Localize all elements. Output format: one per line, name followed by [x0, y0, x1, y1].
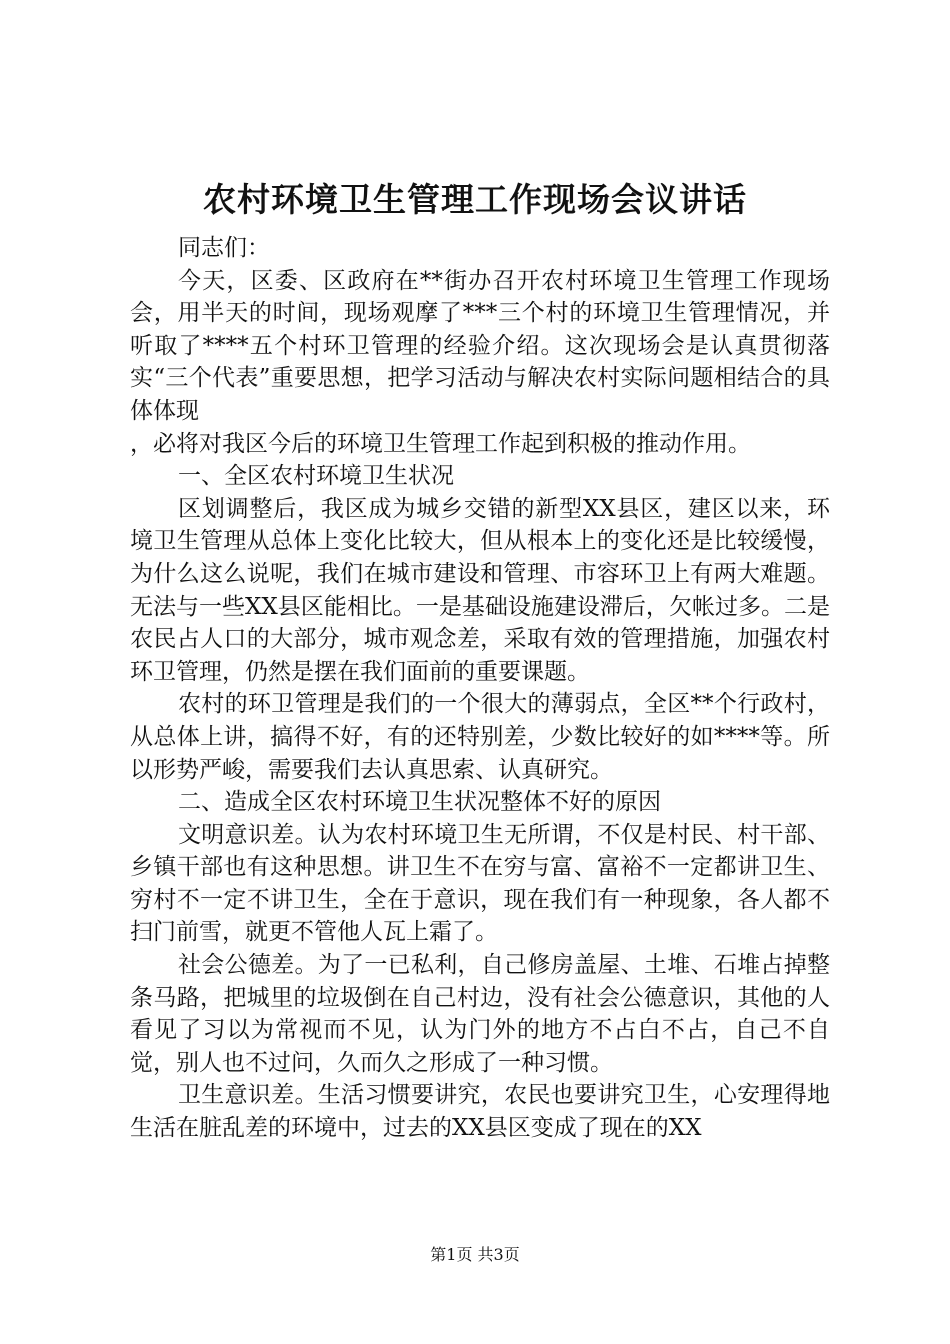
- salutation: 同志们：: [178, 235, 270, 261]
- page-number: 第1页 共3页: [430, 1245, 520, 1264]
- section-heading: 一、全区农村环境卫生状况: [178, 463, 454, 490]
- section-heading: 二、造成全区农村环境卫生状况整体不好的原因: [178, 789, 661, 816]
- paragraph: 文明意识差。认为农村环境卫生无所谓，不仅是村民、村干部、乡镇干部也有这种思想。讲卫生不在穷与富、富裕不一定都讲卫生、穷村不一定不讲卫生，全在于意识，现在我们有一种现象，各人都不扫门前雪，就更不管他人瓦上霜了。: [130, 821, 830, 946]
- paragraph: ，必将对我区今后的环境卫生管理工作起到积极的推动作用。: [130, 430, 751, 457]
- document-body: [130, 232, 830, 1145]
- paragraph: 今天，区委、区政府在**街办召开农村环境卫生管理工作现场会，用半天的时间，现场观摩了***三个村的环境卫生管理情况，并听取了****五个村环卫管理的经验介绍。这次现场会是认真贯彻落实“三个代表”重要思想，把学习活动与解决农村实际问题相结合的具体体现: [130, 267, 830, 424]
- paragraph: 农村的环卫管理是我们的一个很大的薄弱点，全区**个行政村，从总体上讲，搞得不好，有的还特别差，少数比较好的如****等。所以形势严峻，需要我们去认真思索、认真研究。: [130, 691, 830, 783]
- paragraph: 区划调整后，我区成为城乡交错的新型XX县区，建区以来，环境卫生管理从总体上变化比较大，但从根本上的变化还是比较缓慢，为什么这么说呢，我们在城市建设和管理、市容环卫上有两大难题。无法与一些XX县区能相比。一是基础设施建设滞后，欠帐过多。二是农民占人口的大部分，城市观念差，采取有效的管理措施，加强农村环卫管理，仍然是摆在我们面前的重要课题。: [130, 495, 830, 685]
- paragraph: 卫生意识差。生活习惯要讲究，农民也要讲究卫生，心安理得地生活在脏乱差的环境中，过去的XX县区变成了现在的XX: [130, 1082, 830, 1142]
- paragraph: 社会公德差。为了一已私利，自己修房盖屋、土堆、石堆占掉整条马路，把城里的垃圾倒在自己村边，没有社会公德意识，其他的人看见了习以为常视而不见，认为门外的地方不占白不占，自己不自觉，别人也不过问，久而久之形成了一种习惯。: [130, 952, 830, 1076]
- document-title: 农村环境卫生管理工作现场会议讲话: [203, 180, 747, 219]
